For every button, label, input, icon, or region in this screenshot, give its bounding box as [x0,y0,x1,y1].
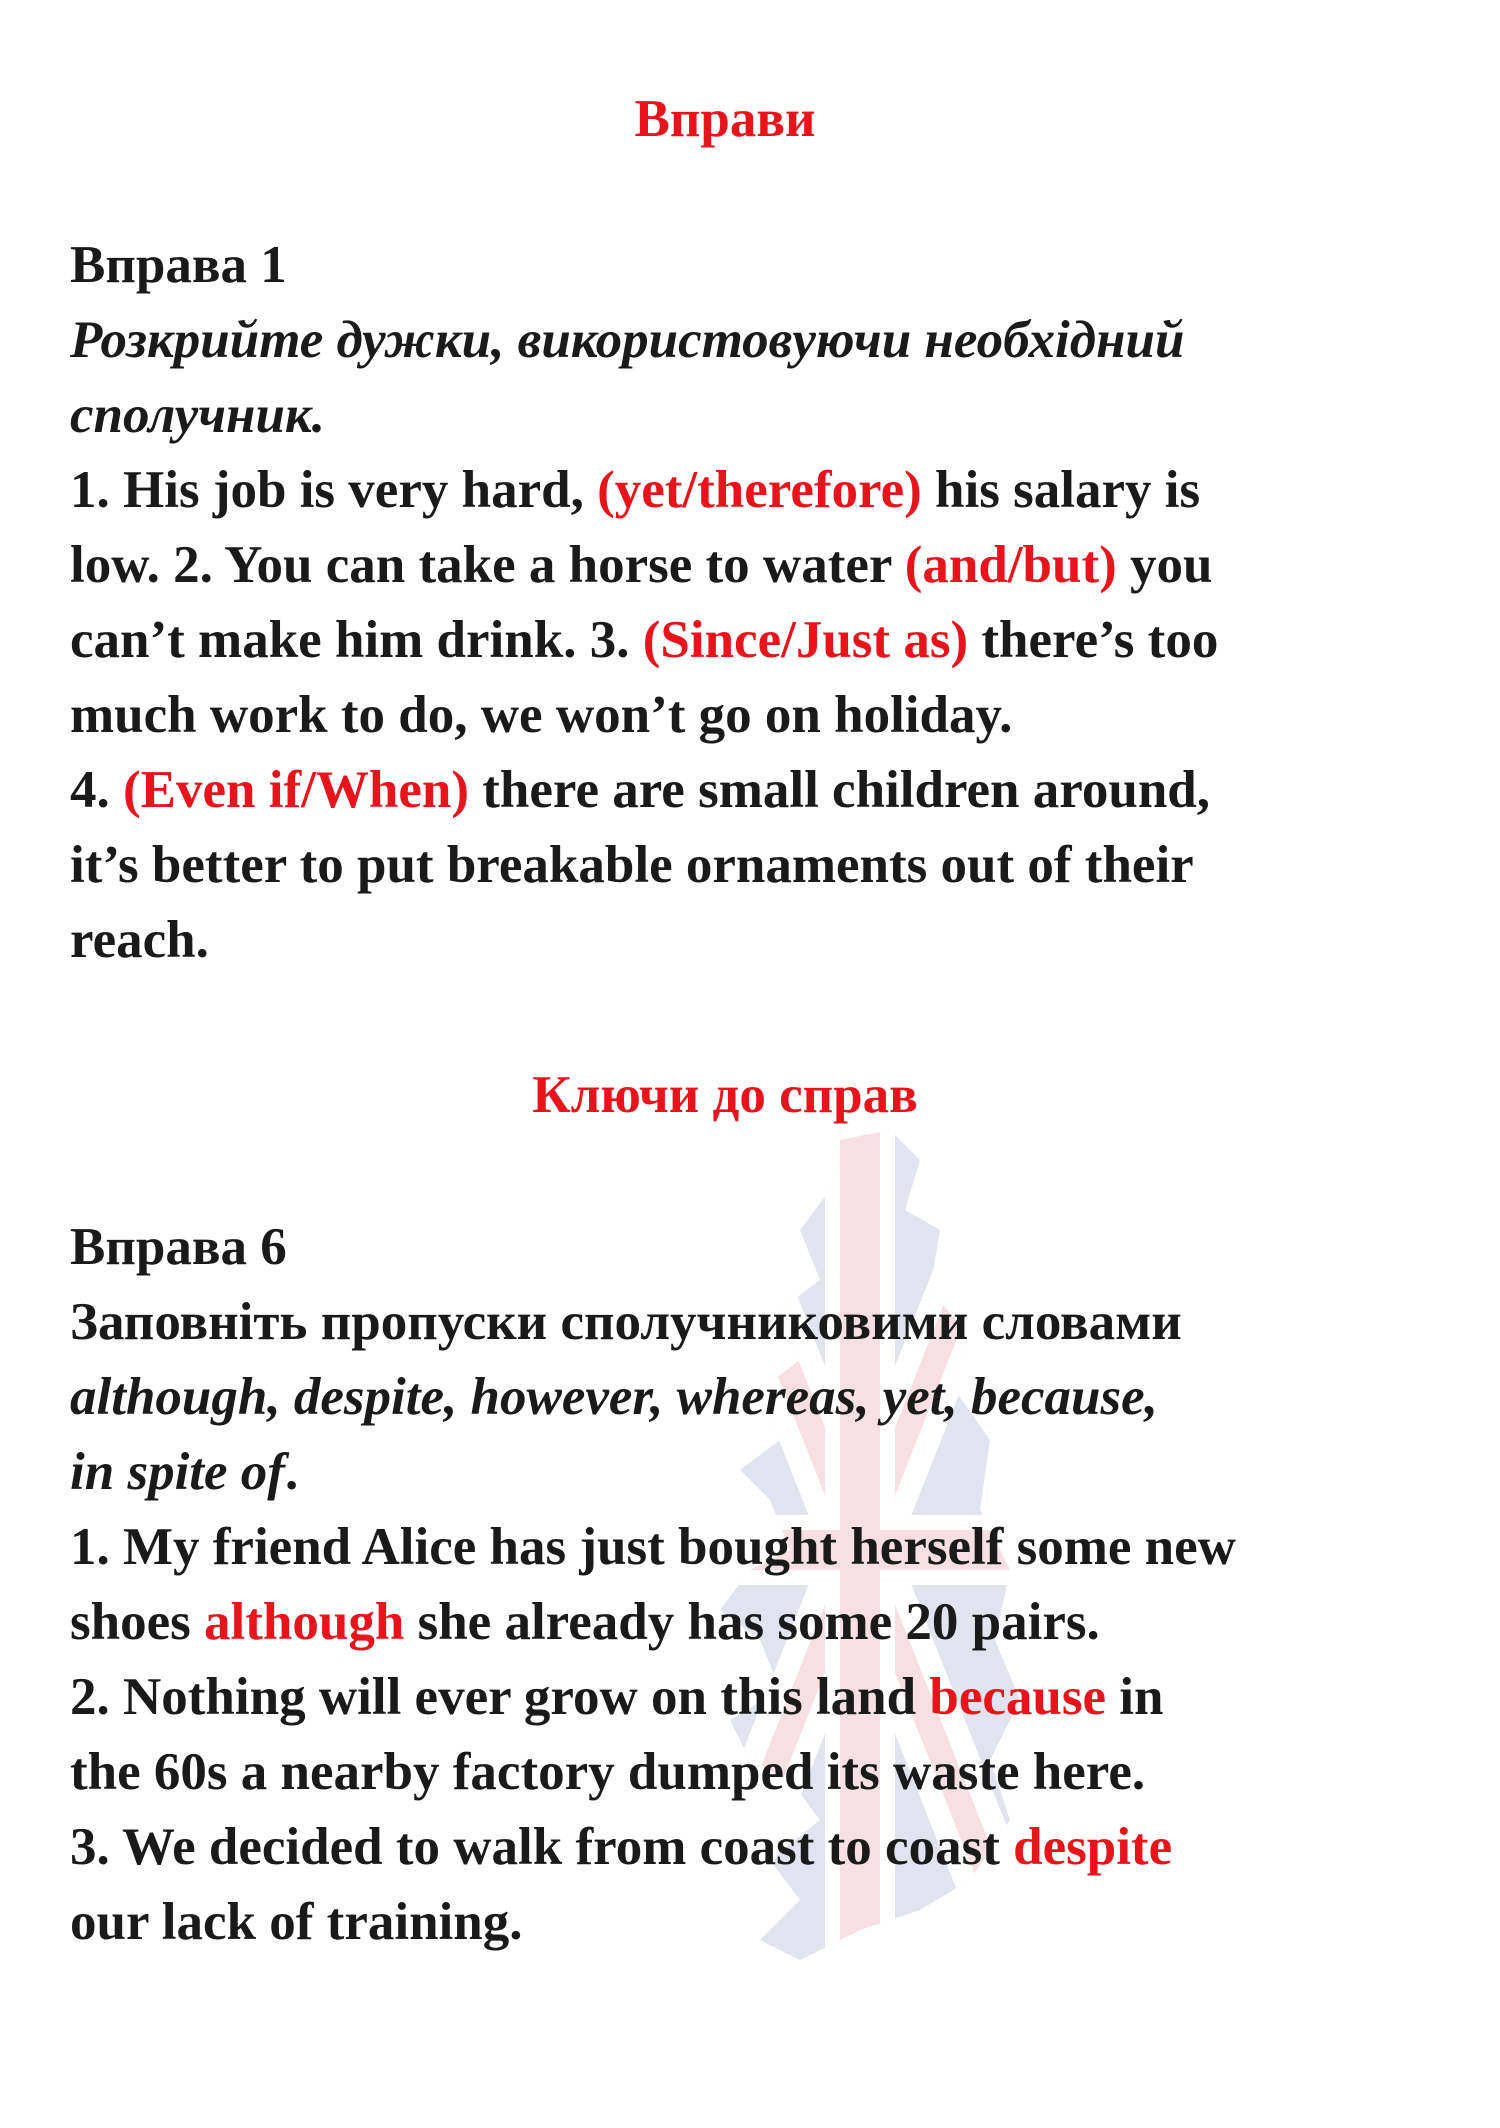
exercises-heading: Вправи [634,90,816,148]
answer-option: (Since/Just as) [642,611,969,669]
text-segment: . [284,1443,299,1501]
text-segment: there are small children around, [468,761,1211,819]
exercise-6 [70,1210,1450,1960]
text-segment: there’s too [968,611,1219,669]
exercise-6-line [70,1810,1450,1885]
exercise-1-instruction-line1: Розкрийте дужки, використовуючи необхідний [70,311,1185,369]
exercise-6-line [70,1660,1450,1735]
exercise-1-line: much work to do, we won’t go on holiday. [70,686,1013,744]
text-segment: low. 2. You can take a horse to water [70,536,905,594]
text-segment: you [1116,536,1213,594]
exercise-6-instruction-line1: Заповніть пропуски сполучниковими словами [70,1293,1182,1351]
exercise-6-line: the 60s a nearby factory dumped its waste here. [70,1743,1146,1801]
answer-word: although [204,1593,405,1651]
exercise-1-line: reach. [70,911,209,969]
exercise-1-instruction-line2: сполучник. [70,386,326,444]
text-segment: 1. His job is very hard, [70,461,598,519]
text-segment: shoes [70,1593,205,1651]
text-segment: 4. [70,761,123,819]
text-segment: in spite of [70,1443,285,1501]
text-segment: his salary is [921,461,1201,519]
answer-word: despite [1013,1818,1173,1876]
answer-option: (and/but) [904,536,1117,594]
exercise-6-instruction-line3 [70,1435,1450,1510]
text-segment: in [1106,1668,1164,1726]
exercise-1-line [70,453,1450,528]
exercise-6-title: Вправа 6 [70,1218,287,1276]
answer-option: (Even if/When) [123,761,469,819]
exercise-1-line [70,528,1450,603]
exercise-6-instruction-line2: although, despite, however, whereas, yet, because, [70,1368,1158,1426]
exercise-1-line [70,753,1450,828]
text-segment: she already has some 20 pairs. [404,1593,1100,1651]
exercise-1-line: it’s better to put breakable ornaments out of their [70,836,1194,894]
text-segment: 3. We decided to walk from coast to coast [70,1818,1014,1876]
text-segment: can’t make him drink. 3. [70,611,643,669]
exercise-1-title: Вправа 1 [70,236,287,294]
exercise-1-line [70,603,1450,678]
exercise-1 [70,228,1450,978]
exercise-6-line [70,1585,1450,1660]
exercise-6-line: our lack of training. [70,1893,523,1951]
text-segment: 2. Nothing will ever grow on this land [70,1668,930,1726]
answer-word: because [929,1668,1107,1726]
answer-option: (yet/therefore) [597,461,922,519]
answer-keys-heading: Ключи до справ [532,1066,918,1124]
exercise-6-line: 1. My friend Alice has just bought herself some new [70,1518,1236,1576]
